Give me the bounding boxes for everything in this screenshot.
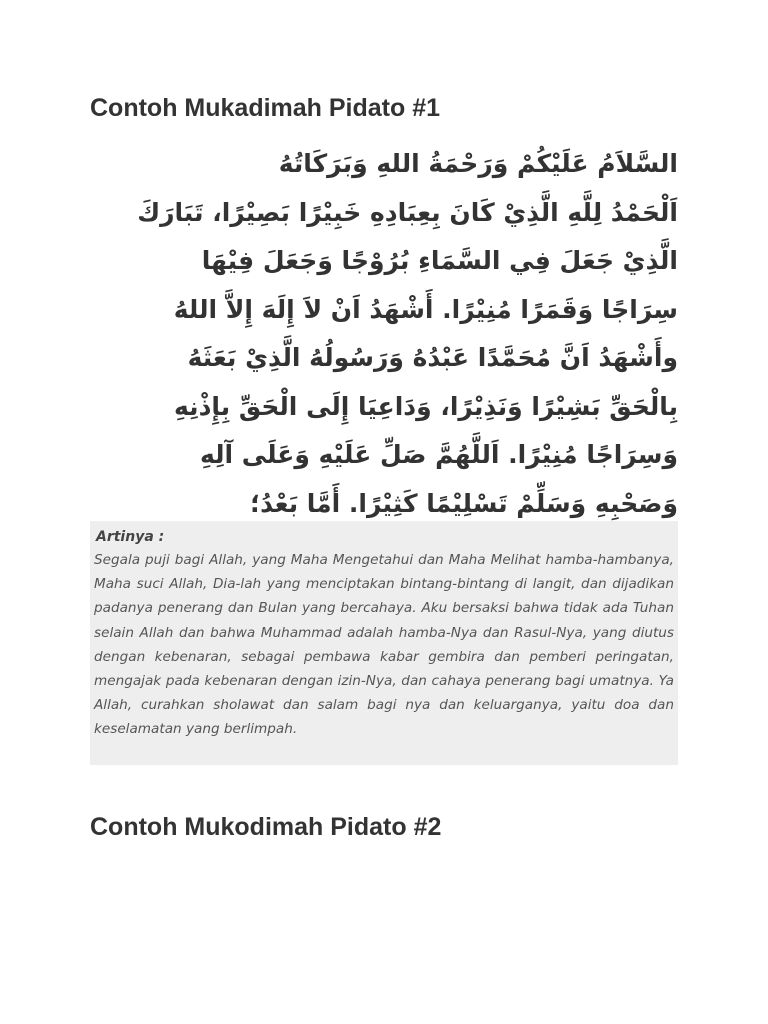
- arabic-line: اَلْحَمْدُ لِلَّهِ الَّذِيْ كَانَ بِعِبَادِهِ خَبِيْرًا بَصِيْرًا، تَبَارَكَ: [137, 197, 678, 227]
- arabic-line: بِالْحَقِّ بَشِيْرًا وَنَذِيْرًا، وَدَاعِيَا إِلَى الْحَقِّ بِإِذْنِهِ: [174, 391, 678, 421]
- section-1-heading: Contoh Mukadimah Pidato #1: [90, 94, 441, 122]
- translation-label: Artinya :: [96, 529, 165, 545]
- translation-text: Segala puji bagi Allah, yang Maha Mengetahui dan Maha Melihat hamba-hambanya, Maha suci Allah, Dia-lah yang menciptakan bintang-bintang di langit, dan dijadikan padanya penerang dan Bulan yang bercahaya. Aku bersaksi bahwa tidak ada Tuhan selain Allah dan bahwa Muhammad adalah hamba-Nya dan Rasul-Nya, yang diutus dengan kebenaran, sebagai pembawa kabar gembira dan pemberi peringatan, mengajak pada kebenaran dengan izin-Nya, dan cahaya penerang bagi umatnya. Ya Allah, curahkan sholawat dan salam bagi nya dan keluarganya, yaitu doa dan keselamatan yang berlimpah.: [94, 552, 674, 738]
- arabic-line: وَسِرَاجًا مُنِيْرًا. اَللَّهُمَّ صَلِّ عَلَيْهِ وَعَلَى آلِهِ: [199, 440, 678, 469]
- translation-box: [90, 521, 678, 765]
- arabic-line: سِرَاجًا وَقَمَرًا مُنِيْرًا. أَشْهَدُ اَنْ لاَ إِلَهَ إِلاَّ اللهُ: [173, 294, 678, 324]
- section-2-heading: Contoh Mukodimah Pidato #2: [90, 813, 442, 841]
- arabic-line: السَّلاَمُ عَلَيْكُمْ وَرَحْمَةُ اللهِ وَبَرَكَاتُهُ: [278, 149, 678, 178]
- arabic-line: وَصَحْبِهِ وَسَلِّمْ تَسْلِيْمًا كَثِيْرًا. أَمَّا بَعْدُ؛: [250, 488, 678, 518]
- arabic-line: الَّذِيْ جَعَلَ فِي السَّمَاءِ بُرُوْجًا وَجَعَلَ فِيْهَا: [201, 246, 678, 275]
- arabic-line: وأَشْهَدُ اَنَّ مُحَمَّدًا عَبْدُهُ وَرَسُولُهُ الَّذِيْ بَعَثَهُ: [187, 343, 678, 372]
- document-page: [90, 0, 678, 1024]
- arabic-opening-text: [90, 140, 678, 528]
